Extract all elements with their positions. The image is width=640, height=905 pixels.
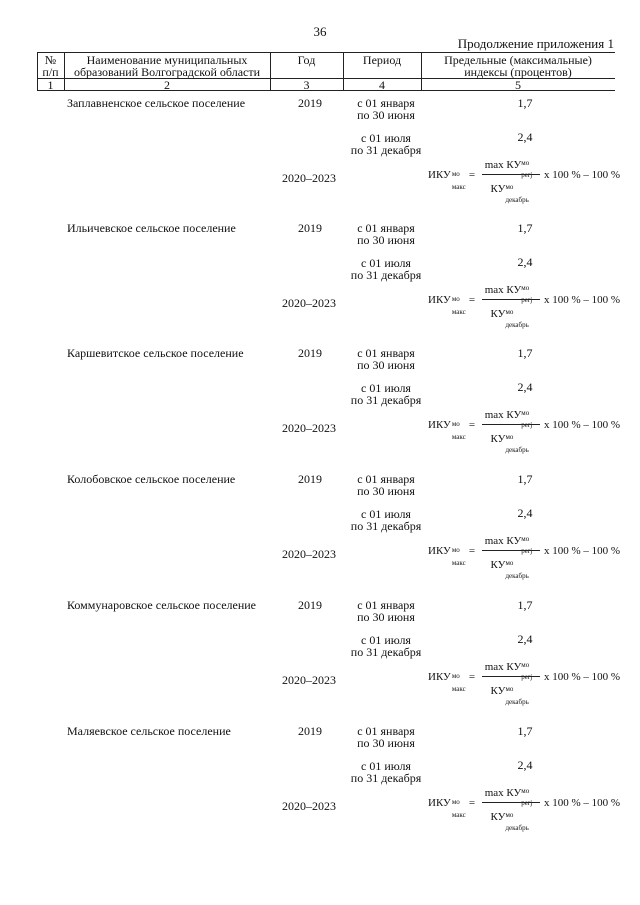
formula-numerator: max КУ мо реrj — [484, 284, 533, 304]
period-first-half: с 01 января по 30 июня — [357, 724, 415, 750]
table-row — [0, 97, 640, 207]
continuation-label: Продолжение приложения 1 — [457, 36, 614, 51]
formula-tail: x 100 % – 100 % — [544, 169, 621, 181]
formula-tail: x 100 % – 100 % — [544, 294, 621, 306]
formula-numerator: max КУ мо реrj — [484, 787, 533, 807]
period-second-half: с 01 июля по 31 декабря — [350, 633, 422, 659]
year-range: 2020–2023 — [282, 673, 336, 687]
period-first-half: с 01 января по 30 июня — [357, 96, 415, 122]
year-2019: 2019 — [298, 96, 322, 110]
municipality-name: Ильичевское сельское поселение — [67, 221, 236, 235]
period-second-half: с 01 июля по 31 декабря — [350, 507, 422, 533]
header-num-5: 5 — [515, 78, 521, 92]
municipality-name: Коммунаровское сельское поселение — [67, 598, 257, 612]
municipality-name: Каршевитское сельское поселение — [67, 346, 244, 360]
year-range: 2020–2023 — [282, 799, 336, 813]
table-row — [0, 599, 640, 709]
year-range: 2020–2023 — [282, 171, 336, 185]
formula-denominator: КУ мо декабрь — [490, 308, 529, 329]
year-2019: 2019 — [298, 221, 322, 235]
formula-denominator: КУ мо декабрь — [490, 811, 529, 832]
formula-numerator: max КУ мо реrj — [484, 535, 533, 555]
year-2019: 2019 — [298, 598, 322, 612]
header-num-2: 2 — [164, 78, 170, 92]
formula-lhs: ИКУ мо макс = — [428, 294, 476, 316]
index-formula — [428, 657, 621, 706]
period-second-half: с 01 июля по 31 декабря — [350, 131, 422, 157]
year-2019: 2019 — [298, 472, 322, 486]
index-formula — [428, 531, 621, 580]
formula-tail: x 100 % – 100 % — [544, 671, 621, 683]
period-first-half: с 01 января по 30 июня — [357, 472, 415, 498]
index-formula — [428, 783, 621, 832]
header-name: Наименование муниципальных образований Волгоградской области — [73, 53, 261, 79]
index-formula — [428, 280, 621, 329]
formula-lhs: ИКУ мо макс = — [428, 545, 476, 567]
formula-tail: x 100 % – 100 % — [544, 797, 621, 809]
header-period: Период — [362, 53, 402, 67]
index-first-half: 1,7 — [517, 598, 533, 612]
table-row — [0, 725, 640, 835]
formula-tail: x 100 % – 100 % — [544, 545, 621, 557]
formula-numerator: max КУ мо реrj — [484, 159, 533, 179]
header-num-3: 3 — [303, 78, 310, 92]
table-row — [0, 347, 640, 457]
index-first-half: 1,7 — [517, 724, 533, 738]
period-first-half: с 01 января по 30 июня — [357, 346, 415, 372]
period-second-half: с 01 июля по 31 декабря — [350, 381, 422, 407]
formula-numerator: max КУ мо реrj — [484, 661, 533, 681]
formula-lhs: ИКУ мо макс = — [428, 419, 476, 441]
table-row — [0, 473, 640, 583]
formula-denominator: КУ мо декабрь — [490, 685, 529, 706]
formula-lhs: ИКУ мо макс = — [428, 671, 476, 693]
table-row — [0, 222, 640, 332]
index-first-half: 1,7 — [517, 346, 533, 360]
municipality-name: Заплавненское сельское поселение — [67, 96, 246, 110]
formula-lhs: ИКУ мо макс = — [428, 169, 476, 191]
period-second-half: с 01 июля по 31 декабря — [350, 256, 422, 282]
index-formula — [428, 155, 621, 204]
municipality-name: Колобовское сельское поселение — [67, 472, 236, 486]
header-number: № п/п — [42, 53, 59, 79]
formula-denominator: КУ мо декабрь — [490, 559, 529, 580]
year-range: 2020–2023 — [282, 421, 336, 435]
year-range: 2020–2023 — [282, 296, 336, 310]
municipality-name: Маляевское сельское поселение — [67, 724, 231, 738]
index-first-half: 1,7 — [517, 96, 533, 110]
header-index: Предельные (максимальные) индексы (процентов) — [444, 53, 592, 79]
period-second-half: с 01 июля по 31 декабря — [350, 759, 422, 785]
header-num-4: 4 — [379, 78, 385, 92]
header-year: Год — [297, 53, 316, 67]
year-range: 2020–2023 — [282, 547, 336, 561]
index-second-half: 2,4 — [517, 255, 533, 269]
index-second-half: 2,4 — [517, 130, 533, 144]
formula-lhs: ИКУ мо макс = — [428, 797, 476, 819]
year-2019: 2019 — [298, 724, 322, 738]
index-second-half: 2,4 — [517, 632, 533, 646]
page-number: 36 — [313, 24, 327, 39]
index-second-half: 2,4 — [517, 380, 533, 394]
index-first-half: 1,7 — [517, 472, 533, 486]
index-second-half: 2,4 — [517, 758, 533, 772]
index-first-half: 1,7 — [517, 221, 533, 235]
formula-denominator: КУ мо декабрь — [490, 183, 529, 204]
header-num-1: 1 — [47, 78, 54, 92]
index-formula — [428, 405, 621, 454]
year-2019: 2019 — [298, 346, 322, 360]
period-first-half: с 01 января по 30 июня — [357, 221, 415, 247]
formula-numerator: max КУ мо реrj — [484, 409, 533, 429]
period-first-half: с 01 января по 30 июня — [357, 598, 415, 624]
formula-tail: x 100 % – 100 % — [544, 419, 621, 431]
formula-denominator: КУ мо декабрь — [490, 433, 529, 454]
index-second-half: 2,4 — [517, 506, 533, 520]
